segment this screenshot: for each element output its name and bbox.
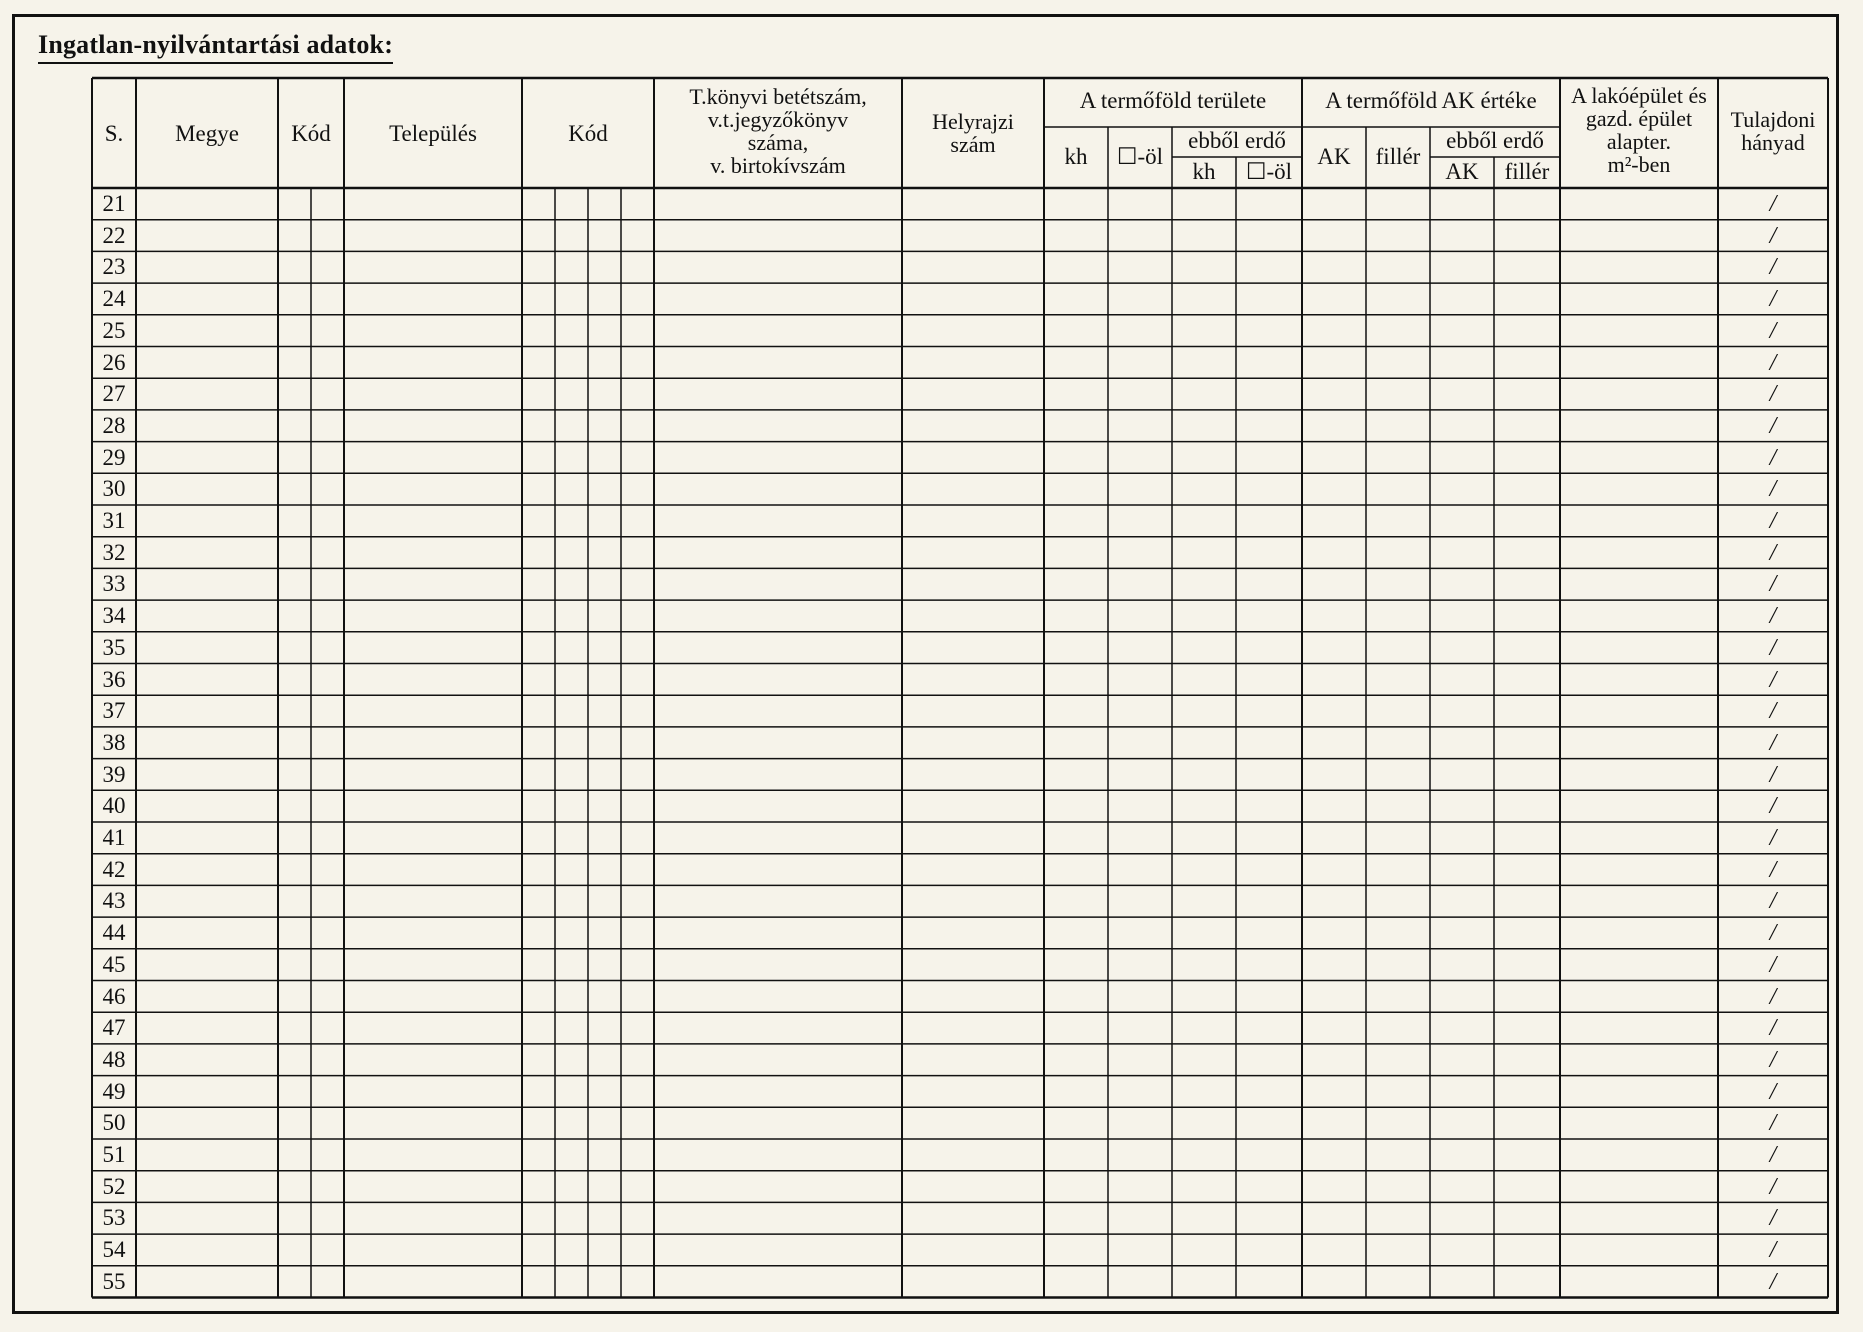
header-negyszogol: ☐-öl [1116,144,1164,169]
header-kod-2: Kód [568,121,608,146]
ownership-share-slash: / [1769,317,1777,344]
header-kod-1: Kód [291,121,331,146]
ownership-share-slash: / [1769,191,1777,217]
ownership-share-slash: / [1769,1205,1777,1232]
row-number: 53 [102,1205,126,1231]
row-number: 46 [102,983,126,1009]
header-negyszogol-sub: ☐-öl [1245,159,1293,184]
header-tkonyvi: T.könyvi betétszám, v.t.jegyzőkönyv száma, v. birtokívszám [689,84,867,178]
row-number: 47 [102,1015,126,1041]
form-title: Ingatlan-nyilvántartási adatok: [38,30,393,64]
row-number: 36 [102,666,126,692]
header-ak-sub: AK [1445,159,1479,184]
ownership-share-slash: / [1769,476,1777,503]
row-number: 31 [102,508,126,533]
row-number: 30 [102,476,126,502]
row-number: 38 [102,729,126,755]
header-ak: AK [1317,144,1351,169]
ownership-share-slash: / [1769,222,1777,249]
row-number: 34 [102,603,126,629]
header-s: S. [104,121,124,146]
row-number: 52 [102,1173,126,1199]
ownership-share-slash: / [1769,1015,1777,1042]
row-number: 29 [102,444,126,470]
row-number: 25 [102,317,126,343]
ownership-share-slash: / [1769,634,1777,661]
header-kh: kh [1064,144,1088,169]
row-number: 32 [102,539,126,565]
row-number: 42 [102,856,126,882]
ownership-share-slash: / [1769,888,1777,915]
ownership-share-slash: / [1769,920,1777,947]
ownership-share-slash: / [1769,286,1777,313]
row-number: 26 [102,349,126,375]
row-number: 33 [102,571,126,597]
header-termofold-terulete: A termőföld területe [1079,88,1267,113]
ownership-share-slash: / [1769,349,1777,376]
header-helyrajzi: Helyrajzi szám [932,109,1014,157]
ownership-share-slash: / [1769,571,1777,598]
row-number: 28 [102,412,126,438]
ownership-share-slash: / [1769,793,1777,820]
header-lakoepulet: A lakóépület és gazd. épület alapter. m²-ben [1571,83,1707,177]
ownership-share-slash: / [1769,1268,1777,1295]
row-number: 54 [102,1237,126,1263]
row-number: 41 [102,825,126,850]
row-number: 24 [102,286,126,312]
header-kh-sub: kh [1192,159,1216,184]
ownership-share-slash: / [1769,1078,1777,1105]
ownership-share-slash: / [1769,1237,1777,1264]
ownership-share-slash: / [1769,825,1777,851]
row-number: 35 [102,634,126,660]
row-number: 39 [102,761,126,787]
row-number: 27 [102,381,126,407]
header-ebbol-erdo-1: ebből erdő [1188,128,1286,153]
row-number: 49 [102,1078,126,1104]
ownership-share-slash: / [1769,444,1777,471]
ownership-share-slash: / [1769,1173,1777,1200]
header-megye: Megye [175,121,239,146]
ownership-share-slash: / [1769,412,1777,439]
ownership-share-slash: / [1769,698,1777,725]
ownership-share-slash: / [1769,381,1777,408]
ownership-share-slash: / [1769,508,1777,534]
row-number: 48 [102,1046,126,1072]
row-number: 23 [102,254,126,280]
header-filler: fillér [1375,144,1421,169]
ownership-share-slash: / [1769,603,1777,630]
row-number: 21 [102,191,126,216]
ownership-share-slash: / [1769,951,1777,978]
header-tulajdoni-hanyad: Tulajdoni hányad [1730,107,1816,155]
row-number: 43 [102,888,126,914]
row-number: 37 [102,698,126,724]
header-ebbol-erdo-2: ebből erdő [1446,128,1544,153]
header-filler-sub: fillér [1504,159,1550,184]
row-number: 22 [102,222,126,248]
ownership-share-slash: / [1769,254,1777,281]
row-number: 45 [102,951,126,977]
ownership-share-slash: / [1769,761,1777,788]
row-number: 50 [102,1110,126,1136]
row-number: 51 [102,1142,126,1167]
ownership-share-slash: / [1769,666,1777,693]
row-number: 55 [102,1268,126,1294]
ownership-share-slash: / [1769,1046,1777,1073]
row-number: 44 [102,920,126,946]
ownership-share-slash: / [1769,856,1777,883]
ownership-share-slash: / [1769,539,1777,566]
ownership-share-slash: / [1769,729,1777,756]
row-number: 40 [102,793,126,819]
header-termofold-ak-erteke: A termőföld AK értéke [1325,88,1537,113]
ownership-share-slash: / [1769,1110,1777,1137]
header-telepules: Település [389,121,477,146]
ownership-share-slash: / [1769,983,1777,1010]
ownership-share-slash: / [1769,1142,1777,1168]
